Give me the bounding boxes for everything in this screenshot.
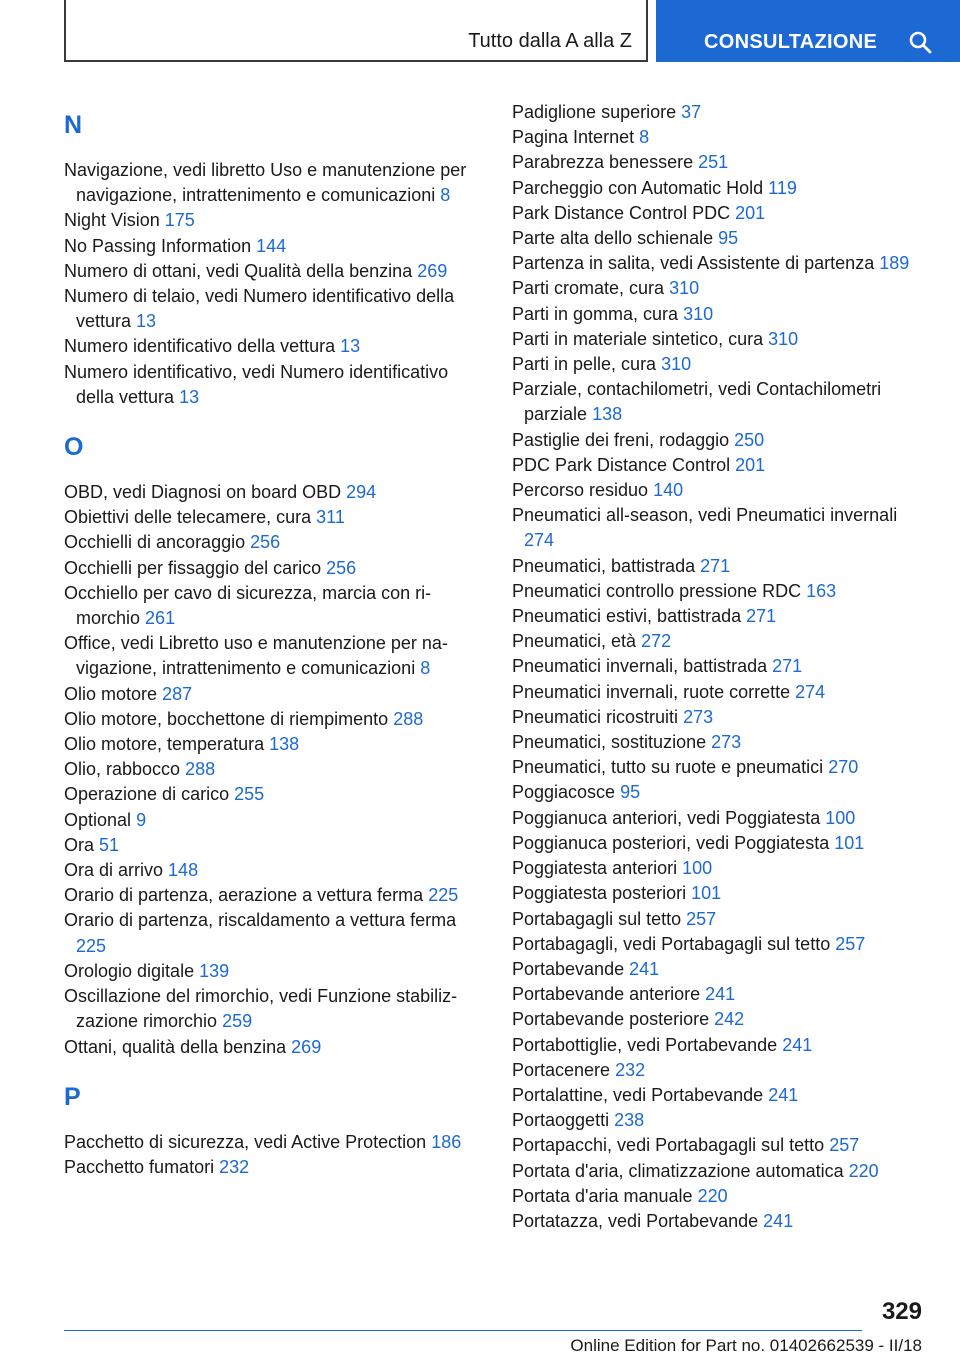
index-entry: [64, 234, 484, 259]
index-entry-text: Occhielli di ancoraggio: [64, 532, 246, 553]
index-entry-page-link[interactable]: 288: [185, 759, 216, 780]
index-entry-text: Portabevande anteriore: [512, 984, 701, 1005]
index-column-right: [512, 100, 912, 1234]
index-entry-page-link[interactable]: 163: [806, 580, 837, 601]
index-entry-page-link[interactable]: 238: [614, 1110, 645, 1131]
index-entry-page-link[interactable]: 100: [682, 858, 713, 879]
index-entry: [64, 556, 484, 581]
page-number: 329: [881, 1298, 922, 1325]
index-entry-page-link[interactable]: 8: [440, 185, 451, 206]
index-entry-text: Olio motore, bocchettone di riempimento: [64, 708, 389, 729]
index-entry: [64, 858, 484, 883]
index-entry-page-link[interactable]: 139: [199, 960, 230, 981]
index-entry-page-link[interactable]: 95: [718, 228, 739, 249]
index-entry-page-link[interactable]: 225: [428, 885, 459, 906]
index-entry-page-link[interactable]: 294: [346, 482, 377, 503]
index-entry: [512, 1033, 912, 1058]
index-entry: [512, 1007, 912, 1032]
index-entry: [512, 1058, 912, 1083]
index-entry-page-link[interactable]: 241: [768, 1084, 799, 1105]
index-entry-text: Parabrezza benessere: [512, 152, 694, 173]
index-entry-text: Pagina Internet: [512, 127, 635, 148]
index-entry-text: Ora: [64, 834, 95, 855]
index-entry: [64, 360, 484, 410]
index-entry-page-link[interactable]: 273: [683, 706, 714, 727]
edition-note: Online Edition for Part no. 01402662539 - II/18: [570, 1336, 922, 1355]
index-entry-text: Parti in pelle, cura: [512, 354, 657, 375]
index-entry-text: Pneumatici invernali, battistrada: [512, 656, 768, 677]
index-entry-text: PDC Park Distance Control: [512, 454, 731, 475]
index-entry-text: OBD, vedi Diagnosi on board OBD: [64, 482, 342, 503]
index-entry: [64, 808, 484, 833]
index-entry-text: No Passing Information: [64, 235, 252, 256]
index-entry-text: Portata d'aria, climatizzazione automatica: [512, 1160, 844, 1181]
index-column-left: [64, 100, 484, 1180]
index-entry: [64, 757, 484, 782]
index-entry-text: Portalattine, vedi Portabevande: [512, 1084, 764, 1105]
search-icon[interactable]: [908, 30, 932, 54]
index-entry-text: Parti in gomma, cura: [512, 303, 679, 324]
index-entry: [512, 680, 912, 705]
index-entry: [64, 284, 484, 334]
index-entry: [64, 1155, 484, 1180]
index-entry-page-link[interactable]: 13: [179, 386, 200, 407]
index-entry-text: Occhiello per cavo di sicurezza, marcia con rimorchio: [64, 582, 432, 629]
index-entry: [64, 208, 484, 233]
index-entry-text: Poggianuca posteriori, vedi Poggiatesta: [512, 832, 830, 853]
index-entry-text: Orario di partenza, aerazione a vettura ferma: [64, 885, 424, 906]
index-entry-text: Orologio digitale: [64, 960, 195, 981]
index-entry-page-link[interactable]: 232: [219, 1156, 250, 1177]
index-entry-page-link[interactable]: 100: [825, 807, 856, 828]
index-entry-page-link[interactable]: 257: [686, 908, 717, 929]
index-entry-text: Parti in materiale sintetico, cura: [512, 328, 764, 349]
index-entry-text: Portata d'aria manuale: [512, 1185, 693, 1206]
index-entry: [64, 505, 484, 530]
index-entry: [64, 1130, 484, 1155]
index-entry-page-link[interactable]: 310: [661, 354, 692, 375]
index-entry-text: Pacchetto fumatori: [64, 1156, 215, 1177]
index-entry-page-link[interactable]: 310: [669, 278, 700, 299]
index-entry: [64, 480, 484, 505]
index-entry: [512, 302, 912, 327]
index-entry-text: Ora di arrivo: [64, 860, 164, 881]
index-entry-page-link[interactable]: 101: [834, 832, 865, 853]
index-entry: [512, 503, 912, 553]
index-entry: [64, 707, 484, 732]
index-entry-page-link[interactable]: 272: [641, 631, 672, 652]
index-entry-page-link[interactable]: 259: [222, 1011, 253, 1032]
index-entry-page-link[interactable]: 274: [795, 681, 826, 702]
index-entry: [512, 654, 912, 679]
index-entry-page-link[interactable]: 273: [711, 732, 742, 753]
index-entry-text: Olio motore, temperatura: [64, 734, 265, 755]
index-entry-text: Portabevande: [512, 958, 625, 979]
index-entry-text: Portacenere: [512, 1059, 611, 1080]
index-entry: [512, 1159, 912, 1184]
index-entry: [64, 883, 484, 908]
index-entry-text: Park Distance Control PDC: [512, 202, 731, 223]
index-entry-text: Padiglione superiore: [512, 102, 677, 122]
index-entry-page-link[interactable]: 256: [250, 532, 281, 553]
index-entry-text: Poggiacosce: [512, 782, 616, 803]
index-entry-page-link[interactable]: 220: [848, 1160, 879, 1181]
index-entry-page-link[interactable]: 144: [256, 235, 287, 256]
index-entry-text: Pacchetto di sicurezza, vedi Active Protection: [64, 1131, 427, 1152]
index-entry-page-link[interactable]: 95: [620, 782, 641, 803]
index-entry-text: Percorso residuo: [512, 480, 649, 501]
index-entry-page-link[interactable]: 148: [168, 860, 199, 881]
index-entry-page-link[interactable]: 242: [714, 1009, 745, 1030]
index-entry: [64, 732, 484, 757]
index-entry-page-link[interactable]: 101: [691, 883, 722, 904]
index-entry-page-link[interactable]: 175: [164, 210, 195, 231]
index-entry-text: Portabagagli sul tetto: [512, 908, 682, 929]
index-entry-text: Parcheggio con Automatic Hold: [512, 177, 764, 198]
index-entry: [64, 959, 484, 984]
index-entry: [512, 730, 912, 755]
index-entry-text: Parziale, contachilometri, vedi Contachilometri parziale: [512, 379, 882, 425]
index-entry-text: Portatazza, vedi Portabevande: [512, 1210, 759, 1231]
index-entry-text: Poggiatesta posteriori: [512, 883, 687, 904]
index-entry-text: Oscillazione del rimorchio, vedi Funzione stabilizzazione rimorchio: [64, 986, 458, 1032]
index-entry-page-link[interactable]: 8: [639, 127, 650, 148]
index-entry: [512, 1108, 912, 1133]
header-tab-consultazione[interactable]: [656, 0, 960, 62]
index-entry: [512, 1083, 912, 1108]
index-entry-text: Portapacchi, vedi Portabagagli sul tetto: [512, 1135, 825, 1156]
index-letter-heading: O: [64, 433, 84, 462]
index-entry-page-link[interactable]: 269: [291, 1036, 322, 1057]
index-letter-heading: P: [64, 1082, 81, 1111]
index-entry-page-link[interactable]: 138: [269, 734, 300, 755]
index-entry: [64, 682, 484, 707]
index-entry-text: Pneumatici invernali, ruote corrette: [512, 681, 791, 702]
index-entry-page-link[interactable]: 140: [653, 480, 684, 501]
index-entry-text: Numero di telaio, vedi Numero identificativo della vettura: [64, 286, 455, 332]
index-entry: [64, 259, 484, 284]
index-entry: [512, 957, 912, 982]
index-entry-text: Numero identificativo della vettura: [64, 336, 336, 357]
index-entry-page-link[interactable]: 119: [768, 177, 797, 198]
index-entry-text: Olio motore: [64, 683, 158, 704]
header-section-title: Tutto dalla A alla Z: [468, 30, 632, 52]
index-entry: [512, 554, 912, 579]
index-entry: [64, 908, 484, 958]
index-entry-page-link[interactable]: 201: [735, 454, 766, 475]
index-entry-text: Pneumatici controllo pressione RDC: [512, 580, 802, 601]
index-entry: [512, 982, 912, 1007]
index-entry-page-link[interactable]: 13: [136, 311, 157, 332]
index-entry-page-link[interactable]: 241: [629, 958, 660, 979]
index-entry: [512, 100, 912, 125]
index-entry: [64, 530, 484, 555]
footer-divider: [64, 1330, 862, 1331]
index-entry: [64, 782, 484, 807]
index-entry: [512, 226, 912, 251]
index-entry-text: Pneumatici, tutto su ruote e pneumatici: [512, 757, 824, 778]
index-entry-page-link[interactable]: 251: [698, 152, 729, 173]
index-entry: [512, 276, 912, 301]
index-entry: [512, 251, 912, 276]
index-entry-page-link[interactable]: 8: [420, 658, 431, 679]
index-entry-text: Pneumatici, sostituzione: [512, 732, 707, 753]
header-section-box: [64, 0, 648, 62]
index-entry: [512, 856, 912, 881]
index-entry-page-link[interactable]: 201: [735, 202, 766, 223]
index-entry: [512, 478, 912, 503]
index-entry-text: Operazione di carico: [64, 784, 230, 805]
index-entry-page-link[interactable]: 261: [145, 608, 176, 629]
index-entry: [512, 352, 912, 377]
index-entry-text: Portabevande posteriore: [512, 1009, 710, 1030]
index-entry-page-link[interactable]: 186: [431, 1131, 462, 1152]
index-entry: [512, 579, 912, 604]
index-entry: [512, 377, 912, 427]
index-entry-page-link[interactable]: 138: [592, 404, 623, 425]
header-tab-label: CONSULTAZIONE: [704, 31, 878, 53]
index-entry: [64, 984, 484, 1034]
index-entry-page-link[interactable]: 288: [393, 708, 424, 729]
index-entry: [512, 201, 912, 226]
index-entry-page-link[interactable]: 189: [879, 253, 910, 274]
index-entry-page-link[interactable]: 257: [835, 933, 866, 954]
index-entry: [64, 631, 484, 681]
index-entry: [512, 932, 912, 957]
index-entry-page-link[interactable]: 310: [683, 303, 714, 324]
index-entry-page-link[interactable]: 270: [828, 757, 859, 778]
index-entry-page-link[interactable]: 232: [615, 1059, 646, 1080]
index-entry-text: Portaoggetti: [512, 1110, 610, 1131]
index-entry-text: Orario di partenza, riscaldamento a vettura ferma: [64, 910, 457, 931]
index-entry-page-link[interactable]: 51: [99, 834, 120, 855]
index-entry: [64, 158, 484, 208]
index-entry-page-link[interactable]: 255: [234, 784, 265, 805]
index-entry: [512, 780, 912, 805]
index-entry-page-link[interactable]: 287: [162, 683, 193, 704]
index-entry: [64, 833, 484, 858]
index-entry-text: Numero di ottani, vedi Qualità della benzina: [64, 260, 413, 281]
index-entry: [512, 755, 912, 780]
index-entry: [512, 453, 912, 478]
index-entry-page-link[interactable]: 310: [768, 328, 799, 349]
index-entry-text: Occhielli per fissaggio del carico: [64, 557, 322, 578]
index-entry: [512, 150, 912, 175]
index-entry-text: Poggianuca anteriori, vedi Poggiatesta: [512, 807, 821, 828]
index-entry-text: Navigazione, vedi libretto Uso e manutenzione per navigazione, intrattenimento e comunicazioni: [64, 160, 467, 206]
heading-spacer: [64, 472, 484, 480]
index-entry: [512, 907, 912, 932]
index-letter-heading: N: [64, 111, 83, 139]
index-entry-text: Pneumatici estivi, battistrada: [512, 606, 742, 627]
index-entry-text: Night Vision: [64, 210, 160, 231]
index-entry-page-link[interactable]: 269: [417, 260, 448, 281]
index-entry-page-link[interactable]: 241: [763, 1210, 794, 1231]
heading-spacer: [64, 1122, 484, 1130]
index-entry-text: Numero identificativo, vedi Numero identificativo della vettura: [64, 361, 449, 407]
index-entry-text: Obiettivi delle telecamere, cura: [64, 507, 312, 528]
index-entry-page-link[interactable]: 257: [829, 1135, 860, 1156]
index-entry-page-link[interactable]: 271: [772, 656, 803, 677]
index-entry-page-link[interactable]: 250: [734, 429, 765, 450]
index-entry: [64, 334, 484, 359]
index-entry-page-link[interactable]: 271: [700, 555, 731, 576]
index-entry: [512, 629, 912, 654]
index-entry-page-link[interactable]: 256: [326, 557, 357, 578]
index-entry: [512, 1184, 912, 1209]
index-entry: [512, 705, 912, 730]
index-entry-text: Parti cromate, cura: [512, 278, 665, 299]
index-entry-text: Optional: [64, 809, 132, 830]
index-entry-text: Portabagagli, vedi Portabagagli sul tetto: [512, 933, 831, 954]
index-entry: [512, 604, 912, 629]
index-entry-page-link[interactable]: 241: [705, 984, 736, 1005]
index-entry-page-link[interactable]: 13: [340, 336, 361, 357]
index-entry-page-link[interactable]: 311: [316, 507, 345, 528]
index-entry-page-link[interactable]: 241: [782, 1034, 813, 1055]
index-entry-page-link[interactable]: 271: [746, 606, 777, 627]
index-entry-text: Pneumatici, battistrada: [512, 555, 696, 576]
index-entry-text: Parte alta dello schienale: [512, 228, 714, 249]
index-entry-text: Poggiatesta anteriori: [512, 858, 678, 879]
index-entry-page-link[interactable]: 274: [524, 530, 555, 551]
index-entry-text: Portabottiglie, vedi Portabevande: [512, 1034, 778, 1055]
index-entry-text: Pastiglie dei freni, rodaggio: [512, 429, 730, 450]
index-entry: [64, 1035, 484, 1060]
index-entry-page-link[interactable]: 37: [681, 102, 702, 122]
index-entry: [512, 176, 912, 201]
index-entry-text: Partenza in salita, vedi Assistente di partenza: [512, 253, 875, 274]
index-entry-page-link[interactable]: 220: [697, 1185, 728, 1206]
index-entry: [512, 881, 912, 906]
heading-spacer: [64, 150, 484, 158]
index-entry: [512, 125, 912, 150]
index-entry: [512, 428, 912, 453]
index-entry: [512, 831, 912, 856]
index-entry: [512, 806, 912, 831]
index-entry-text: Pneumatici all-season, vedi Pneumatici invernali: [512, 505, 898, 526]
index-entry: [512, 327, 912, 352]
index-entry-text: Olio, rabbocco: [64, 759, 181, 780]
index-entry-text: Pneumatici ricostruiti: [512, 706, 679, 727]
index-entry-text: Office, vedi Libretto uso e manutenzione per navigazione, intrattenimento e comunicazioni: [64, 633, 448, 679]
index-entry: [512, 1133, 912, 1158]
index-entry-text: Ottani, qualità della benzina: [64, 1036, 287, 1057]
index-entry: [64, 581, 484, 631]
index-entry: [512, 1209, 912, 1234]
index-entry-page-link[interactable]: 225: [76, 935, 107, 956]
index-entry-page-link[interactable]: 9: [136, 809, 147, 830]
index-entry-text: Pneumatici, età: [512, 631, 637, 652]
